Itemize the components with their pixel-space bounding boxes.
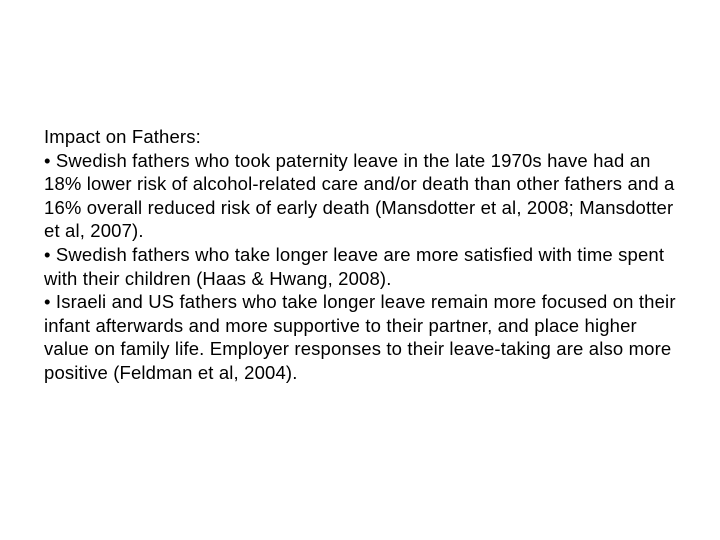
bullet-item: • Swedish fathers who take longer leave are more satisfied with time spent with their children (Haas & Hwang, 2008). (44, 243, 665, 289)
slide-heading: Impact on Fathers: (44, 126, 201, 147)
slide-body (44, 125, 684, 385)
bullet-item: • Israeli and US fathers who take longer leave remain more focused on their infant afterwards and more supportive to their partner, and place higher value on family life. Employer responses to their leave-taking are also more positive (Feldman et al, 2004). (44, 291, 676, 383)
bullet-item: • Swedish fathers who took paternity leave in the late 1970s have had an 18% lower risk of alcohol-related care and/or death than other fathers and a 16% overall reduced risk of early death (Mansdotter et al, 2008; Mansdotter et al, 2007). (44, 149, 675, 242)
